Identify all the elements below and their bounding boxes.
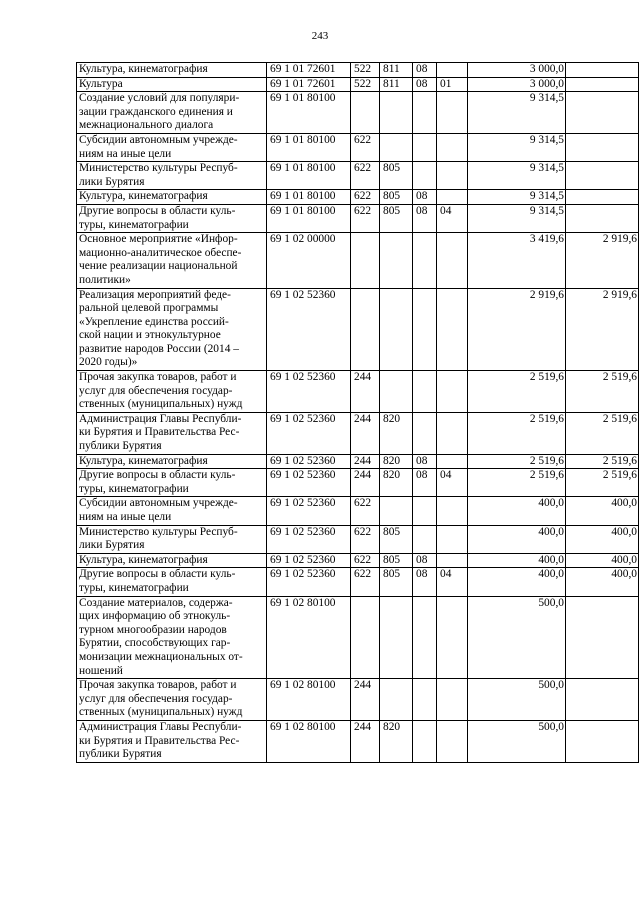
table-row <box>77 233 639 288</box>
section-cell <box>413 412 437 454</box>
section-cell: 08 <box>413 77 437 92</box>
expense-name-cell: Другие вопросы в области куль- туры, кинематографии <box>77 469 267 497</box>
table-row <box>77 63 639 78</box>
expense-type-cell <box>351 288 380 371</box>
federal-amount-cell <box>566 190 639 205</box>
table-row <box>77 133 639 161</box>
amount-cell: 400,0 <box>468 553 566 568</box>
table-row <box>77 596 639 679</box>
expense-type-cell: 622 <box>351 553 380 568</box>
expense-name-cell: Администрация Главы Республи- ки Бурятия и Правительства Рес- публики Бурятия <box>77 720 267 762</box>
subsection-cell <box>437 525 468 553</box>
federal-amount-cell <box>566 92 639 134</box>
expense-name-cell: Прочая закупка товаров, работ и услуг для обеспечения государ- ственных (муниципальных) нужд <box>77 371 267 413</box>
amount-cell: 500,0 <box>468 679 566 721</box>
expense-type-cell: 244 <box>351 469 380 497</box>
expense-name-cell: Создание материалов, содержа- щих информацию об этнокуль- турном многообразии народов Бурятии, способствующих гар- монизации межнациональных от- ношений <box>77 596 267 679</box>
expense-name-cell: Министерство культуры Респуб- лики Бурятия <box>77 525 267 553</box>
table-body <box>77 63 639 763</box>
federal-amount-cell <box>566 63 639 78</box>
amount-cell: 2 519,6 <box>468 371 566 413</box>
amount-cell: 9 314,5 <box>468 190 566 205</box>
expense-type-cell: 244 <box>351 679 380 721</box>
amount-cell: 500,0 <box>468 720 566 762</box>
ministry-code-cell <box>380 497 413 525</box>
federal-amount-cell <box>566 133 639 161</box>
target-article-cell: 69 1 02 52360 <box>267 568 351 596</box>
ministry-code-cell: 820 <box>380 412 413 454</box>
target-article-cell: 69 1 02 52360 <box>267 412 351 454</box>
subsection-cell: 04 <box>437 204 468 232</box>
ministry-code-cell <box>380 596 413 679</box>
expense-name-cell: Культура, кинематография <box>77 553 267 568</box>
target-article-cell: 69 1 02 00000 <box>267 233 351 288</box>
ministry-code-cell: 805 <box>380 190 413 205</box>
ministry-code-cell: 805 <box>380 204 413 232</box>
target-article-cell: 69 1 01 80100 <box>267 204 351 232</box>
subsection-cell <box>437 720 468 762</box>
federal-amount-cell <box>566 720 639 762</box>
expense-name-cell: Субсидии автономным учрежде- ниям на иные цели <box>77 133 267 161</box>
target-article-cell: 69 1 02 52360 <box>267 525 351 553</box>
section-cell <box>413 497 437 525</box>
ministry-code-cell: 805 <box>380 162 413 190</box>
ministry-code-cell: 811 <box>380 63 413 78</box>
subsection-cell <box>437 233 468 288</box>
section-cell: 08 <box>413 553 437 568</box>
amount-cell: 2 919,6 <box>468 288 566 371</box>
amount-cell: 2 519,6 <box>468 469 566 497</box>
target-article-cell: 69 1 01 72601 <box>267 77 351 92</box>
section-cell <box>413 720 437 762</box>
table-row <box>77 454 639 469</box>
ministry-code-cell <box>380 288 413 371</box>
federal-amount-cell: 400,0 <box>566 525 639 553</box>
expense-type-cell: 244 <box>351 412 380 454</box>
federal-amount-cell <box>566 204 639 232</box>
target-article-cell: 69 1 02 52360 <box>267 454 351 469</box>
amount-cell: 400,0 <box>468 497 566 525</box>
table-row <box>77 553 639 568</box>
federal-amount-cell: 2 919,6 <box>566 288 639 371</box>
expense-name-cell: Культура, кинематография <box>77 454 267 469</box>
subsection-cell: 01 <box>437 77 468 92</box>
amount-cell: 400,0 <box>468 525 566 553</box>
expense-type-cell: 244 <box>351 371 380 413</box>
target-article-cell: 69 1 02 80100 <box>267 679 351 721</box>
federal-amount-cell: 2 519,6 <box>566 412 639 454</box>
expense-name-cell: Реализация мероприятий феде- ральной целевой программы «Укрепление единства россий- ской нации и этнокультурное развитие народов России (2014 – 2020 годы)» <box>77 288 267 371</box>
target-article-cell: 69 1 01 72601 <box>267 63 351 78</box>
subsection-cell <box>437 63 468 78</box>
subsection-cell <box>437 679 468 721</box>
target-article-cell: 69 1 02 52360 <box>267 553 351 568</box>
target-article-cell: 69 1 01 80100 <box>267 162 351 190</box>
table-row <box>77 77 639 92</box>
federal-amount-cell: 400,0 <box>566 553 639 568</box>
expense-type-cell <box>351 92 380 134</box>
table-row <box>77 568 639 596</box>
amount-cell: 9 314,5 <box>468 133 566 161</box>
federal-amount-cell <box>566 679 639 721</box>
section-cell <box>413 371 437 413</box>
expense-type-cell: 522 <box>351 77 380 92</box>
subsection-cell <box>437 497 468 525</box>
table-row <box>77 288 639 371</box>
ministry-code-cell: 820 <box>380 720 413 762</box>
table-row <box>77 525 639 553</box>
ministry-code-cell: 811 <box>380 77 413 92</box>
table-row <box>77 162 639 190</box>
expense-type-cell <box>351 596 380 679</box>
expense-name-cell: Другие вопросы в области куль- туры, кинематографии <box>77 568 267 596</box>
expense-type-cell: 622 <box>351 190 380 205</box>
section-cell: 08 <box>413 469 437 497</box>
target-article-cell: 69 1 02 80100 <box>267 596 351 679</box>
target-article-cell: 69 1 02 52360 <box>267 288 351 371</box>
ministry-code-cell <box>380 92 413 134</box>
target-article-cell: 69 1 01 80100 <box>267 133 351 161</box>
amount-cell: 3 000,0 <box>468 77 566 92</box>
expense-name-cell: Министерство культуры Респуб- лики Бурятия <box>77 162 267 190</box>
expense-type-cell: 622 <box>351 568 380 596</box>
federal-amount-cell: 2 519,6 <box>566 371 639 413</box>
budget-table <box>76 62 639 763</box>
expense-type-cell: 244 <box>351 720 380 762</box>
section-cell <box>413 162 437 190</box>
subsection-cell <box>437 92 468 134</box>
expense-name-cell: Прочая закупка товаров, работ и услуг для обеспечения государ- ственных (муниципальных) нужд <box>77 679 267 721</box>
subsection-cell: 04 <box>437 469 468 497</box>
amount-cell: 2 519,6 <box>468 454 566 469</box>
federal-amount-cell: 2 919,6 <box>566 233 639 288</box>
federal-amount-cell <box>566 162 639 190</box>
expense-name-cell: Создание условий для популяри- зации гражданского единения и межнационального диалога <box>77 92 267 134</box>
federal-amount-cell <box>566 596 639 679</box>
amount-cell: 500,0 <box>468 596 566 679</box>
expense-name-cell: Культура, кинематография <box>77 63 267 78</box>
federal-amount-cell: 2 519,6 <box>566 469 639 497</box>
section-cell <box>413 133 437 161</box>
target-article-cell: 69 1 02 52360 <box>267 497 351 525</box>
ministry-code-cell <box>380 133 413 161</box>
table-row <box>77 190 639 205</box>
target-article-cell: 69 1 02 52360 <box>267 371 351 413</box>
expense-type-cell: 522 <box>351 63 380 78</box>
section-cell <box>413 679 437 721</box>
target-article-cell: 69 1 01 80100 <box>267 190 351 205</box>
target-article-cell: 69 1 02 80100 <box>267 720 351 762</box>
ministry-code-cell: 820 <box>380 454 413 469</box>
federal-amount-cell: 400,0 <box>566 497 639 525</box>
subsection-cell <box>437 133 468 161</box>
section-cell <box>413 92 437 134</box>
target-article-cell: 69 1 02 52360 <box>267 469 351 497</box>
section-cell <box>413 288 437 371</box>
section-cell: 08 <box>413 454 437 469</box>
expense-name-cell: Культура <box>77 77 267 92</box>
expense-type-cell: 622 <box>351 497 380 525</box>
table-row <box>77 371 639 413</box>
table-row <box>77 497 639 525</box>
expense-type-cell <box>351 233 380 288</box>
amount-cell: 9 314,5 <box>468 92 566 134</box>
subsection-cell <box>437 288 468 371</box>
table-row <box>77 679 639 721</box>
expense-name-cell: Другие вопросы в области куль- туры, кинематографии <box>77 204 267 232</box>
federal-amount-cell: 2 519,6 <box>566 454 639 469</box>
expense-name-cell: Субсидии автономным учрежде- ниям на иные цели <box>77 497 267 525</box>
expense-type-cell: 622 <box>351 162 380 190</box>
amount-cell: 400,0 <box>468 568 566 596</box>
ministry-code-cell: 805 <box>380 525 413 553</box>
ministry-code-cell <box>380 233 413 288</box>
subsection-cell: 04 <box>437 568 468 596</box>
amount-cell: 9 314,5 <box>468 204 566 232</box>
table-row <box>77 720 639 762</box>
expense-type-cell: 622 <box>351 133 380 161</box>
expense-name-cell: Администрация Главы Республи- ки Бурятия и Правительства Рес- публики Бурятия <box>77 412 267 454</box>
expense-type-cell: 622 <box>351 204 380 232</box>
section-cell: 08 <box>413 204 437 232</box>
amount-cell: 9 314,5 <box>468 162 566 190</box>
expense-name-cell: Основное мероприятие «Инфор- мационно-аналитическое обеспе- чение реализации национальной политики» <box>77 233 267 288</box>
section-cell <box>413 233 437 288</box>
ministry-code-cell: 820 <box>380 469 413 497</box>
subsection-cell <box>437 454 468 469</box>
section-cell <box>413 596 437 679</box>
federal-amount-cell <box>566 77 639 92</box>
section-cell: 08 <box>413 63 437 78</box>
table-row <box>77 469 639 497</box>
federal-amount-cell: 400,0 <box>566 568 639 596</box>
amount-cell: 2 519,6 <box>468 412 566 454</box>
amount-cell: 3 000,0 <box>468 63 566 78</box>
target-article-cell: 69 1 01 80100 <box>267 92 351 134</box>
subsection-cell <box>437 190 468 205</box>
expense-type-cell: 622 <box>351 525 380 553</box>
ministry-code-cell <box>380 371 413 413</box>
section-cell: 08 <box>413 568 437 596</box>
expense-type-cell: 244 <box>351 454 380 469</box>
subsection-cell <box>437 596 468 679</box>
subsection-cell <box>437 412 468 454</box>
subsection-cell <box>437 371 468 413</box>
section-cell: 08 <box>413 190 437 205</box>
subsection-cell <box>437 162 468 190</box>
table-row <box>77 92 639 134</box>
ministry-code-cell: 805 <box>380 568 413 596</box>
page-number: 243 <box>311 30 329 42</box>
table-row <box>77 412 639 454</box>
ministry-code-cell <box>380 679 413 721</box>
ministry-code-cell: 805 <box>380 553 413 568</box>
expense-name-cell: Культура, кинематография <box>77 190 267 205</box>
subsection-cell <box>437 553 468 568</box>
amount-cell: 3 419,6 <box>468 233 566 288</box>
section-cell <box>413 525 437 553</box>
table-row <box>77 204 639 232</box>
